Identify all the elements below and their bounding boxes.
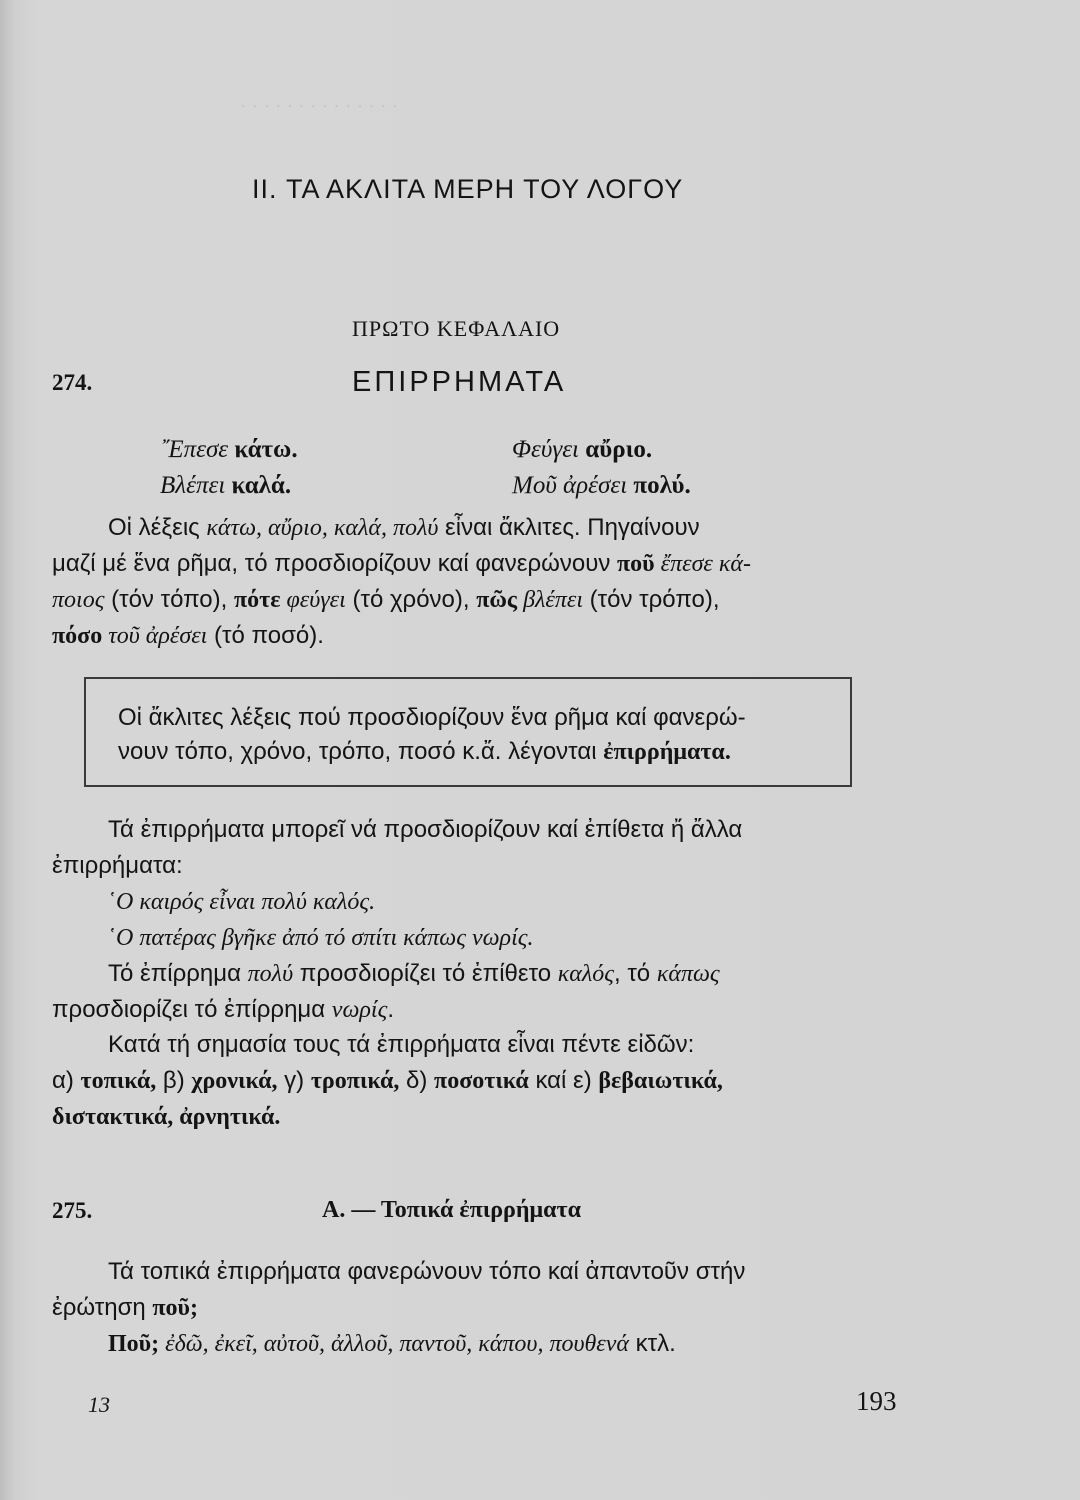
text-line	[52, 510, 900, 546]
text-run: μαζί μέ ἕνα ρῆμα, τό προσδιορίζουν καί φανερώνουν	[52, 550, 618, 577]
text-run: (τόν τόπο),	[104, 586, 234, 613]
text-line	[52, 582, 900, 618]
paragraph-274-1	[52, 510, 900, 654]
bold-run: πόσο	[52, 623, 103, 649]
example-adverb: κάτω.	[234, 436, 298, 463]
text-run: (τό ποσό).	[207, 622, 324, 649]
bold-run: τοπικά,	[80, 1068, 157, 1094]
example-adverb: πολύ.	[633, 472, 691, 499]
italic-run: ῾Ο πατέρας βγῆκε ἀπό τό σπίτι κάπως νωρίς.	[108, 925, 534, 951]
text-run: καί ε)	[528, 1067, 599, 1094]
italic-run: ἔπεσε κά-	[654, 551, 751, 577]
text-run: δ)	[399, 1067, 435, 1094]
rule-text	[118, 701, 826, 769]
rule-line-2	[118, 735, 826, 769]
example-adverb: καλά.	[231, 472, 292, 499]
paragraph-274-2	[52, 812, 900, 1028]
section-title-275: Α. — Τοπικά ἐπιρρήματα	[322, 1197, 581, 1223]
text-line: Τά τοπικά ἐπιρρήματα φανερώνουν τόπο καί ἀπαντοῦν στήν	[108, 1258, 746, 1285]
italic-run: κάπως	[656, 961, 720, 987]
example-verb: ῎Επεσε	[160, 436, 229, 463]
bold-run: Ποῦ;	[108, 1331, 160, 1357]
italic-run: βλέπει	[517, 587, 584, 613]
example-2	[512, 436, 652, 464]
text-run: α)	[52, 1067, 81, 1094]
bold-run: χρονικά,	[191, 1068, 278, 1094]
paragraph-274-3	[52, 1027, 900, 1135]
italic-run: ῾Ο καιρός εἶναι πολύ καλός.	[108, 889, 376, 915]
text-line	[52, 1326, 900, 1362]
text-run: (τό χρόνο),	[345, 586, 477, 613]
adverb-types-line	[52, 1063, 900, 1099]
text-line	[52, 956, 900, 992]
text-line	[52, 992, 900, 1028]
text-run: β)	[156, 1067, 192, 1094]
text-line	[52, 1290, 900, 1326]
bold-run: διστακτικά, ἀρνητικά.	[52, 1104, 281, 1130]
example-sentence	[52, 920, 900, 956]
show-through: · · · · · · · · · · · · · ·	[240, 96, 399, 118]
text-run: , τό	[613, 960, 657, 987]
italic-run: καλός	[557, 961, 614, 987]
text-line	[52, 1099, 900, 1135]
example-3	[160, 472, 291, 500]
text-run: ἐρώτηση	[52, 1294, 153, 1321]
italic-run: πολύ	[247, 961, 294, 987]
bold-run: ἐπιρρήματα.	[603, 739, 731, 765]
italic-run: νωρίς	[331, 997, 388, 1023]
example-sentence	[52, 884, 900, 920]
rule-box	[84, 677, 852, 787]
part-title: II. ΤΑ ΑΚΛΙΤΑ ΜΕΡΗ ΤΟΥ ΛΟΓΟΥ	[252, 174, 684, 204]
text-run: .	[387, 996, 394, 1023]
italic-run: ποιος	[52, 587, 105, 613]
text-run: Τό ἐπίρρημα	[108, 960, 248, 987]
example-verb: Φεύγει	[512, 436, 580, 463]
bold-run: βεβαιωτικά,	[598, 1068, 723, 1094]
text-run: προσδιορίζει τό ἐπίθετο	[293, 960, 558, 987]
text-line: Κατά τή σημασία τους τά ἐπιρρήματα εἶναι πέντε εἰδῶν:	[108, 1031, 695, 1058]
bold-run: ποῦ;	[152, 1295, 199, 1321]
text-run: προσδιορίζει τό ἐπίρρημα	[52, 996, 332, 1023]
paragraph-275	[52, 1254, 900, 1362]
text-run: Οἱ λέξεις	[108, 514, 207, 541]
text-run: (τόν τρόπο),	[583, 586, 720, 613]
text-run: γ)	[277, 1067, 311, 1094]
rule-line-1: Οἱ ἄκλιτες λέξεις πού προσδιορίζουν ἕνα ρῆμα καί φανερώ-	[118, 704, 746, 731]
bold-run: ποῦ	[617, 551, 655, 577]
example-adverb: αὔριο.	[585, 436, 653, 463]
bold-run: πῶς	[476, 587, 518, 613]
italic-run: φεύγει	[280, 587, 346, 613]
example-4	[512, 472, 691, 500]
chapter-title: ΕΠΙΡΡΗΜΑΤΑ	[352, 366, 567, 398]
text-line	[52, 546, 900, 582]
bold-run: πότε	[233, 587, 281, 613]
section-number-275: 275.	[52, 1198, 93, 1223]
chapter-label: ΠΡΩΤΟ ΚΕΦΑΛΑΙΟ	[352, 316, 561, 341]
example-verb: Βλέπει	[160, 472, 226, 499]
italic-run: ἐδῶ, ἐκεῖ, αὐτοῦ, ἀλλοῦ, παντοῦ, κάπου, πουθενά	[159, 1331, 629, 1357]
italic-run: κάτω, αὔριο, καλά, πολύ	[206, 515, 439, 541]
page-number: 193	[856, 1386, 897, 1416]
section-number-274: 274.	[52, 370, 93, 395]
italic-run: τοῦ ἀρέσει	[102, 623, 208, 649]
text-run: νουν τόπο, χρόνο, τρόπο, ποσό κ.ἄ. λέγονται	[118, 738, 604, 765]
text-line	[52, 618, 900, 654]
example-1	[160, 436, 298, 464]
example-verb: Μοῦ ἀρέσει	[512, 472, 628, 499]
text-line: Τά ἐπιρρήματα μπορεῖ νά προσδιορίζουν καί ἐπίθετα ἤ ἄλλα	[108, 816, 743, 843]
bold-run: τροπικά,	[310, 1068, 400, 1094]
text-run: κτλ.	[628, 1330, 676, 1357]
bold-run: ποσοτικά	[434, 1068, 529, 1094]
text-line: ἐπιρρήματα:	[52, 852, 183, 879]
text-run: εἶναι ἄκλιτες. Πηγαίνουν	[438, 514, 700, 541]
signature-mark: 13	[88, 1392, 110, 1417]
